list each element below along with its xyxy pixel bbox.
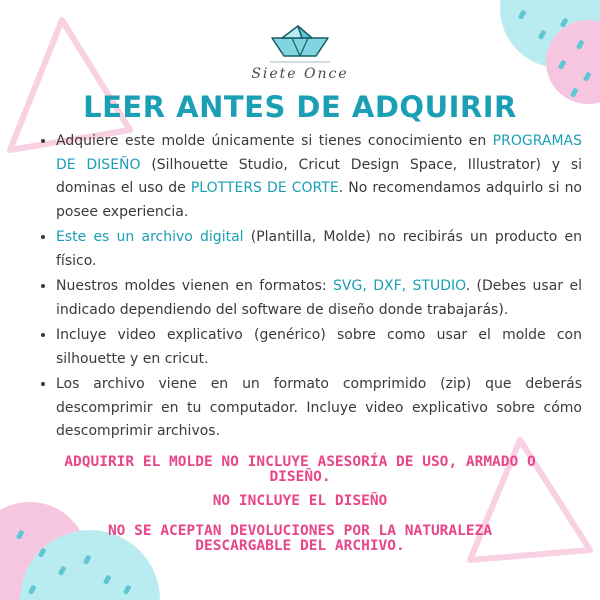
paper-boat-icon [268, 24, 332, 68]
page-title: LEER ANTES DE ADQUIRIR [83, 90, 517, 124]
brand-name: Siete Once [251, 66, 349, 82]
list-item: • Este es un archivo digital (Plantilla, Molde) no recibirás un producto en físico. [56, 226, 582, 273]
list-item: • Nuestros moldes vienen en formatos: SVG, DXF, STUDIO. (Debes usar el indicado dependiendo del software de diseño donde trabajarás). [56, 275, 582, 322]
list-item: • Los archivo viene en un formato comprimido (zip) que deberás descomprimir en tu computador. Incluye video explicativo sobre cómo descomprimir archivos. [56, 373, 582, 444]
notice-no-support: ADQUIRIR EL MOLDE NO INCLUYE ASESORÍA DE USO, ARMADO O DISEÑO. [64, 454, 536, 485]
highlight-text: PLOTTERS DE CORTE [190, 180, 339, 196]
list-item: • Adquiere este molde únicamente si tienes conocimiento en PROGRAMAS DE DISEÑO (Silhouette Studio, Cricut Design Space, Illustrator) y si dominas el uso de PLOTTERS DE CORTE. No recomendamos adquirlo si no posee experiencia. [56, 130, 582, 224]
highlight-text: PROGRAMAS DE DISEÑO [56, 133, 582, 173]
highlight-text: SVG, DXF, STUDIO [333, 278, 466, 294]
notice-no-returns: NO SE ACEPTAN DEVOLUCIONES POR LA NATURALEZA DESCARGABLE DEL ARCHIVO. [107, 523, 493, 554]
highlight-text: Este es un archivo digital [56, 229, 244, 245]
info-list [42, 130, 582, 446]
list-item: • Incluye video explicativo (genérico) sobre como usar el molde con silhouette y en cricut. [56, 324, 582, 371]
notice-no-design: NO INCLUYE EL DISEÑO [212, 493, 388, 509]
